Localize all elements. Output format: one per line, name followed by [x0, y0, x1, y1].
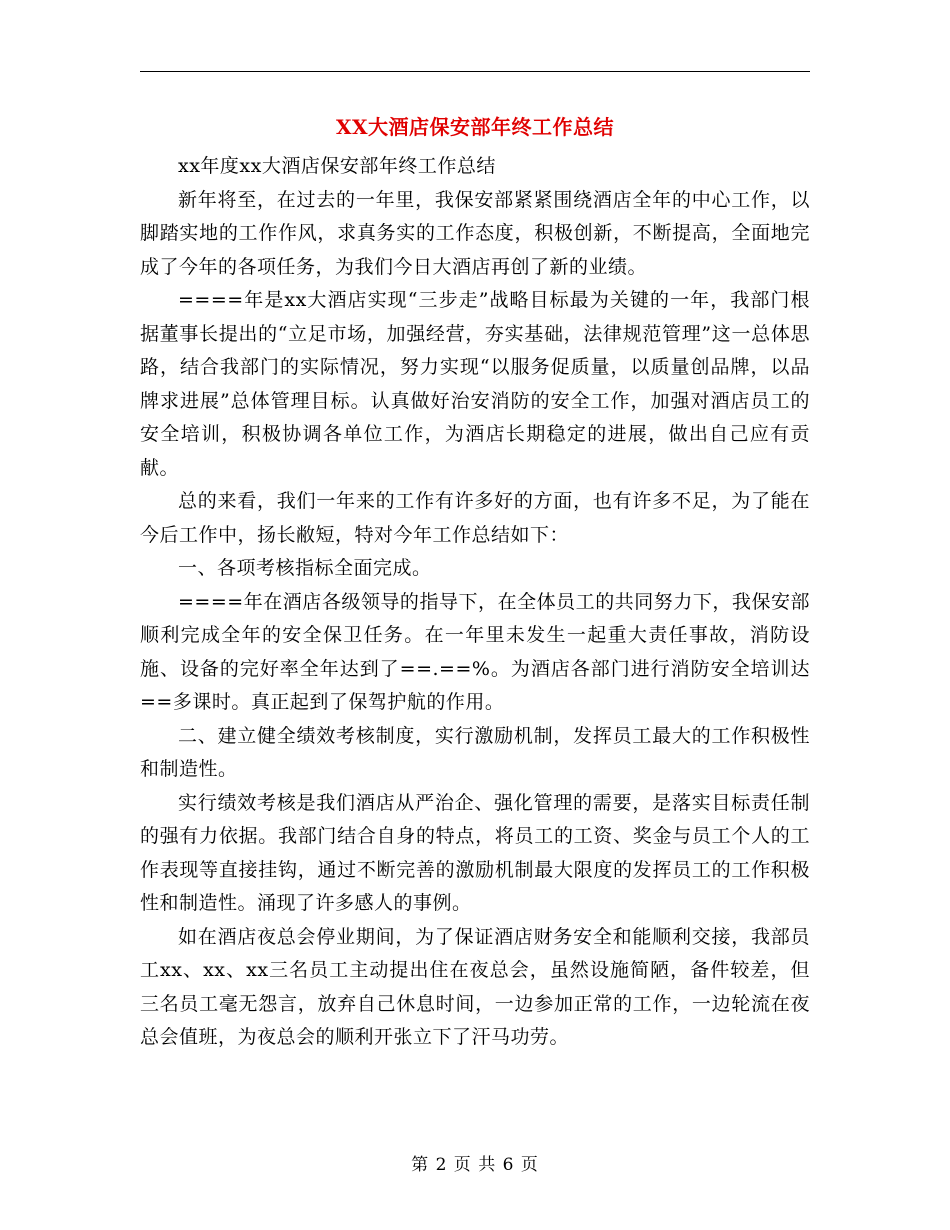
paragraph: 实行绩效考核是我们酒店从严治企、强化管理的需要，是落实目标责任制的强有力依据。我部门结合自身的特点，将员工的工资、奖金与员工个人的工作表现等直接挂钩，通过不断完善的激励机制最大限度的发挥员工的工作积极性和制造性。涌现了许多感人的事例。	[140, 791, 810, 914]
paragraph: ====年是xx大酒店实现“三步走”战略目标最为关键的一年，我部门根据董事长提出的“立足市场，加强经营，夯实基础，法律规范管理”这一总体思路，结合我部门的实际情况，努力实现“以服务促质量，以质量创品牌，以品牌求进展”总体管理目标。认真做好治安消防的安全工作，加强对酒店员工的安全培训，积极协调各单位工作，为酒店长期稳定的进展，做出自己应有贡献。	[140, 289, 810, 479]
header-rule	[140, 71, 810, 72]
paragraph: 如在酒店夜总会停业期间，为了保证酒店财务安全和能顺利交接，我部员工xx、xx、xx三名员工主动提出住在夜总会，虽然设施简陋，备件较差，但三名员工毫无怨言，放弃自己休息时间，一边参加正常的工作，一边轮流在夜总会值班，为夜总会的顺利开张立下了汗马功劳。	[140, 925, 810, 1048]
document-title: XX大酒店保安部年终工作总结	[335, 115, 615, 139]
paragraph-subtitle: xx年度xx大酒店保安部年终工作总结	[178, 155, 496, 177]
section-heading: 二、建立健全绩效考核制度，实行激励机制，发挥员工最大的工作积极性和制造性。	[140, 724, 810, 780]
paragraph: ====年在酒店各级领导的指导下，在全体员工的共同努力下，我保安部顺利完成全年的安全保卫任务。在一年里未发生一起重大责任事故，消防设施、设备的完好率全年达到了==.==%。为酒店各部门进行消防安全培训达==多课时。真正起到了保驾护航的作用。	[140, 590, 810, 713]
document-body	[140, 150, 810, 1055]
paragraph: 新年将至，在过去的一年里，我保安部紧紧围绕酒店全年的中心工作，以脚踏实地的工作作风，求真务实的工作态度，积极创新，不断提高，全面地完成了今年的各项任务，为我们今日大酒店再创了新的业绩。	[140, 188, 810, 278]
page-number-footer: 第 2 页 共 6 页	[411, 1155, 539, 1175]
section-heading: 一、各项考核指标全面完成。	[178, 557, 432, 579]
paragraph: 总的来看，我们一年来的工作有许多好的方面，也有许多不足，为了能在今后工作中，扬长敝短，特对今年工作总结如下：	[140, 490, 810, 546]
